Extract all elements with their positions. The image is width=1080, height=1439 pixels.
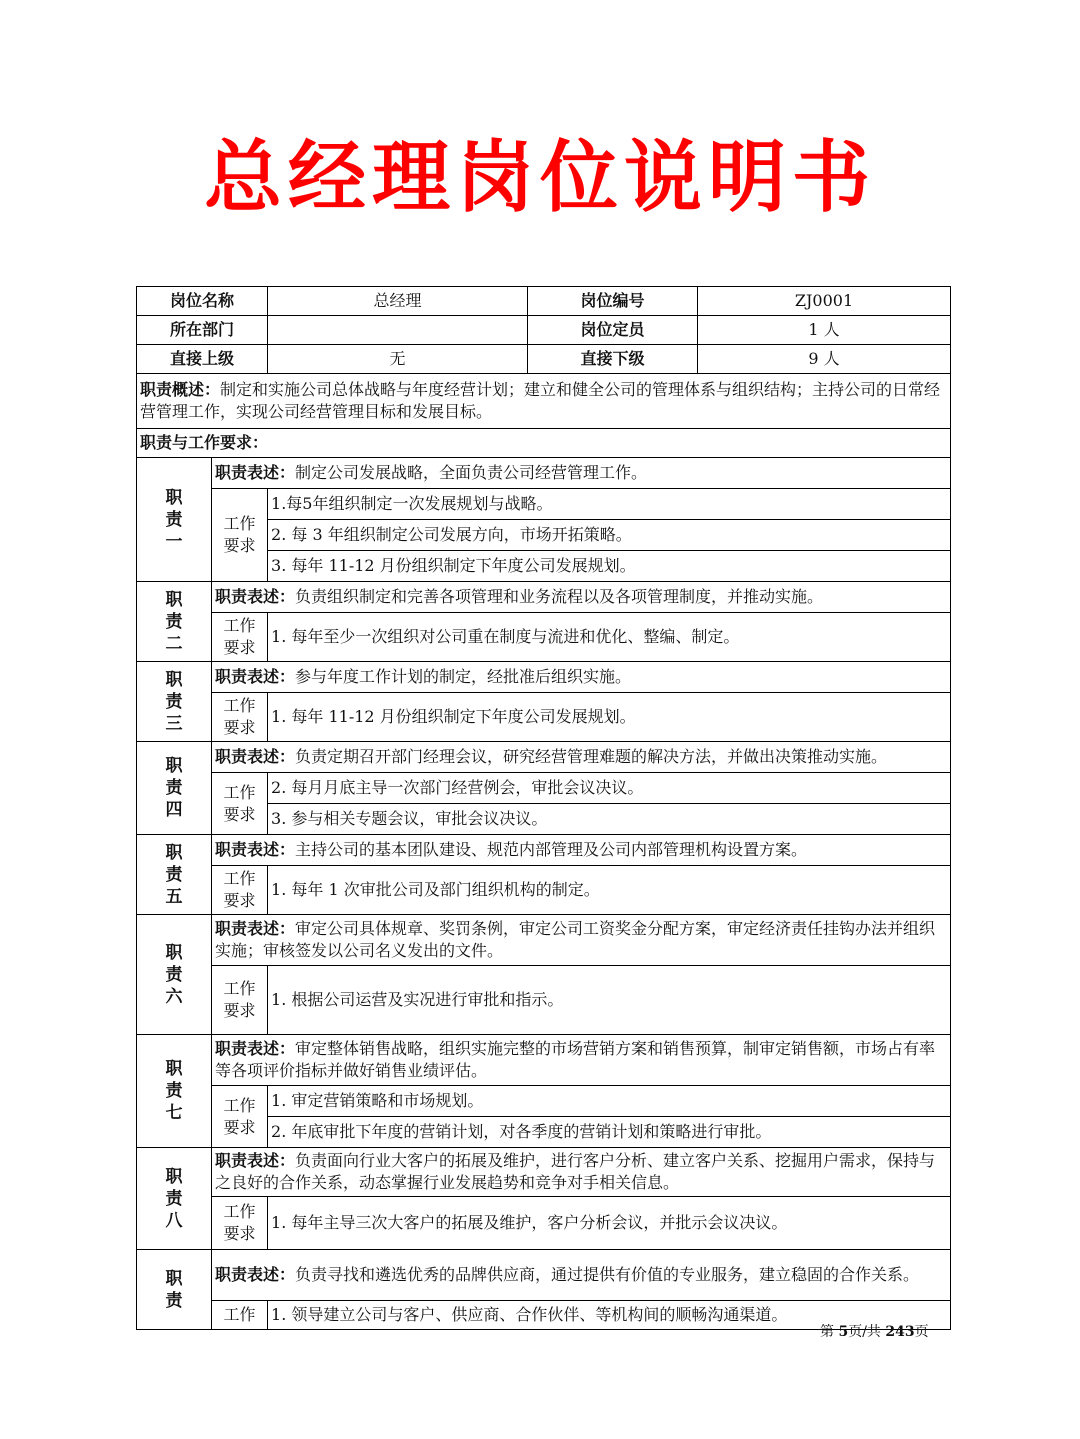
work-requirement-item: 1. 每年主导三次大客户的拓展及维护，客户分析会议，并批示会议决议。 [268, 1197, 951, 1250]
duty-desc-row [137, 742, 951, 773]
subordinate-label: 直接下级 [528, 345, 698, 374]
work-requirement-label: 工作要求 [212, 966, 268, 1035]
duty-label: 职责二 [137, 582, 212, 662]
headcount-value: 1 人 [698, 316, 951, 345]
footer-total-pages: 243 [885, 1324, 915, 1340]
duty-req-row [137, 613, 951, 662]
duty-description [212, 742, 951, 773]
header-row-1 [137, 287, 951, 316]
work-requirement-item: 1. 每年 11-12 月份组织制定下年度公司发展规划。 [268, 693, 951, 742]
duty-desc-row [137, 458, 951, 489]
duties-header: 职责与工作要求： [137, 429, 951, 458]
duty-description-label: 职责表述： [215, 587, 296, 606]
duty-description-label: 职责表述： [215, 1151, 296, 1170]
duty-description [212, 915, 951, 966]
duty-label: 职责三 [137, 662, 212, 742]
duty-description-text: 主持公司的基本团队建设、规范内部管理及公司内部管理机构设置方案。 [295, 840, 808, 859]
duty-description [212, 1250, 951, 1301]
work-requirement-label: 工作要求 [212, 1086, 268, 1148]
work-requirement-item: 2. 每月月底主导一次部门经营例会，审批会议决议。 [268, 773, 951, 804]
duty-description-text: 负责组织制定和完善各项管理和业务流程以及各项管理制度，并推动实施。 [295, 587, 824, 606]
duty-label: 职责一 [137, 458, 212, 582]
duty-description-label: 职责表述： [215, 1039, 296, 1058]
duty-req-row [137, 489, 951, 520]
work-requirement-label: 工作要求 [212, 489, 268, 582]
duty-description [212, 1148, 951, 1197]
overview-row [137, 374, 951, 429]
position-code-value: ZJ0001 [698, 287, 951, 316]
duty-description [212, 458, 951, 489]
duty-desc-row [137, 1035, 951, 1086]
duty-description-text: 负责面向行业大客户的拓展及维护，进行客户分析、建立客户关系、挖掘用户需求，保持与之良好的合作关系，动态掌握行业发展趋势和竞争对手相关信息。 [215, 1151, 936, 1192]
duty-description-label: 职责表述： [215, 463, 296, 482]
subordinate-value: 9 人 [698, 345, 951, 374]
duty-description [212, 835, 951, 866]
duty-desc-row [137, 1250, 951, 1301]
work-requirement-item: 3. 每年 11-12 月份组织制定下年度公司发展规划。 [268, 551, 951, 582]
duty-description-text: 审定整体销售战略，组织实施完整的市场营销方案和销售预算，制审定销售额，市场占有率等各项评价指标并做好销售业绩评估。 [215, 1039, 936, 1080]
overview-text: 制定和实施公司总体战略与年度经营计划；建立和健全公司的管理体系与组织结构；主持公司的日常经营管理工作，实现公司经营管理目标和发展目标。 [140, 380, 941, 421]
header-row-3 [137, 345, 951, 374]
duty-req-row [137, 1086, 951, 1117]
duty-description-text: 审定公司具体规章、奖罚条例，审定公司工资奖金分配方案，审定经济责任挂钩办法并组织实施；审核签发以公司名义发出的文件。 [215, 919, 936, 960]
duties-header-row [137, 429, 951, 458]
footer-suffix: 页 [914, 1324, 929, 1340]
duty-desc-row [137, 915, 951, 966]
duty-label: 职责七 [137, 1035, 212, 1148]
work-requirement-item: 2. 每 3 年组织制定公司发展方向，市场开拓策略。 [268, 520, 951, 551]
footer-mid: 页/共 [848, 1324, 886, 1340]
duty-description-label: 职责表述： [215, 919, 296, 938]
duty-req-row [137, 866, 951, 915]
duty-label: 职责 [137, 1250, 212, 1330]
work-requirement-label: 工作要求 [212, 773, 268, 835]
work-requirement-item: 1. 审定营销策略和市场规划。 [268, 1086, 951, 1117]
duty-description [212, 1035, 951, 1086]
work-requirement-item: 1.每5年组织制定一次发展规划与战略。 [268, 489, 951, 520]
header-row-2 [137, 316, 951, 345]
overview-cell [137, 374, 951, 429]
duty-description-label: 职责表述： [215, 747, 296, 766]
overview-label: 职责概述： [140, 380, 221, 399]
work-requirement-item: 1. 每年 1 次审批公司及部门组织机构的制定。 [268, 866, 951, 915]
duty-label: 职责六 [137, 915, 212, 1035]
duty-req-row [137, 773, 951, 804]
work-requirement-label: 工作要求 [212, 866, 268, 915]
duty-req-row [137, 966, 951, 1035]
work-requirement-label: 工作要求 [212, 613, 268, 662]
work-requirement-item: 2. 年底审批下年度的营销计划，对各季度的营销计划和策略进行审批。 [268, 1117, 951, 1148]
duty-description-text: 制定公司发展战略，全面负责公司经营管理工作。 [295, 463, 648, 482]
duty-label: 职责四 [137, 742, 212, 835]
position-name-value: 总经理 [268, 287, 528, 316]
duty-desc-row [137, 1148, 951, 1197]
page-footer [820, 1321, 960, 1341]
department-value [268, 316, 528, 345]
work-requirement-label: 工作 [212, 1301, 268, 1330]
duty-desc-row [137, 582, 951, 613]
duty-description-label: 职责表述： [215, 840, 296, 859]
work-requirement-item: 1. 领导建立公司与客户、供应商、合作伙伴、等机构间的顺畅沟通渠道。 [268, 1301, 951, 1330]
duty-description [212, 662, 951, 693]
footer-page-number: 5 [838, 1324, 849, 1340]
superior-value: 无 [268, 345, 528, 374]
duty-label: 职责五 [137, 835, 212, 915]
work-requirement-item: 1. 根据公司运营及实况进行审批和指示。 [268, 966, 951, 1035]
work-requirement-label: 工作要求 [212, 693, 268, 742]
department-label: 所在部门 [137, 316, 268, 345]
duty-desc-row [137, 662, 951, 693]
duty-description [212, 582, 951, 613]
footer-prefix: 第 [820, 1324, 839, 1340]
duty-label: 职责八 [137, 1148, 212, 1250]
job-description-table [136, 286, 951, 1330]
document-title: 总经理岗位说明书 [203, 133, 876, 223]
duty-req-row [137, 693, 951, 742]
duty-desc-row [137, 835, 951, 866]
superior-label: 直接上级 [137, 345, 268, 374]
duty-description-text: 参与年度工作计划的制定，经批准后组织实施。 [295, 667, 632, 686]
duty-description-label: 职责表述： [215, 1265, 296, 1284]
duty-req-row [137, 1197, 951, 1250]
duty-description-text: 负责定期召开部门经理会议，研究经营管理难题的解决方法，并做出决策推动实施。 [295, 747, 888, 766]
work-requirement-item: 1. 每年至少一次组织对公司重在制度与流进和优化、整编、制定。 [268, 613, 951, 662]
duty-description-label: 职责表述： [215, 667, 296, 686]
position-code-label: 岗位编号 [528, 287, 698, 316]
work-requirement-label: 工作要求 [212, 1197, 268, 1250]
headcount-label: 岗位定员 [528, 316, 698, 345]
duty-description-text: 负责寻找和遴选优秀的品牌供应商，通过提供有价值的专业服务，建立稳固的合作关系。 [295, 1265, 920, 1284]
position-name-label: 岗位名称 [137, 287, 268, 316]
work-requirement-item: 3. 参与相关专题会议，审批会议决议。 [268, 804, 951, 835]
